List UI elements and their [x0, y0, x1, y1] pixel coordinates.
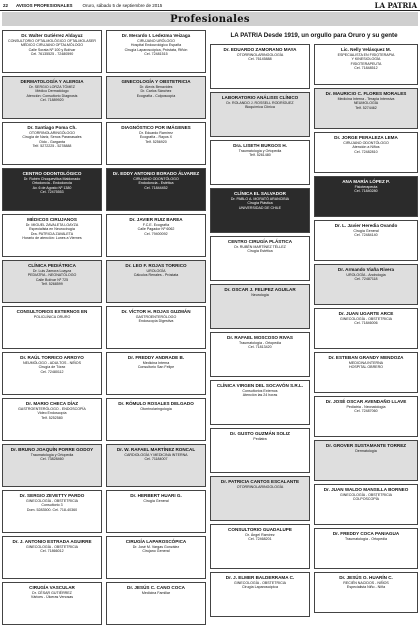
ad-line: Video Endoscopía [37, 411, 67, 416]
ad-line: Dr. PABLO A. MORATÓ ARANCIBIA [230, 196, 290, 201]
professional-ad [106, 122, 206, 165]
professional-ad [2, 168, 102, 211]
professional-ad [2, 398, 102, 441]
ad-line: Neurología [251, 292, 269, 297]
professional-ad [2, 30, 102, 73]
ad-line: Telf. 5261480 [249, 153, 271, 158]
ad-title: Dr. VÍCTOR H. ROJAS GUZMÁN [121, 309, 191, 314]
ad-line: PEDIATRA - NEONATÓLOGO [27, 273, 77, 278]
ad-line: Várices - Úlceras Venosas [30, 595, 74, 600]
professional-ad [106, 582, 206, 625]
ad-title: Dr. J. ELMER BALDERRAMA C. [225, 575, 295, 580]
ad-line: Cirujano General [142, 549, 170, 554]
ad-line: Cel. 72475553 [40, 190, 64, 195]
ad-line: Cel. 76145888 [248, 57, 272, 62]
section-label: AVISOS PROFESIONALES [16, 2, 73, 8]
professional-ad [314, 396, 418, 437]
ad-line: Dr. Rubén Choquevillca Maldonado [23, 176, 81, 181]
ad-line: Dr. Eduardo Ramírez [139, 130, 173, 135]
ad-title: Dr. L. Javier Heredia Ovando [334, 223, 398, 228]
professional-ad [2, 352, 102, 395]
ad-line: Cel. 72484140 [354, 233, 378, 238]
ad-title: Dr. JOSÉ OSCAR AVENDAÑO LLAVE [325, 399, 407, 404]
professional-ad [106, 398, 206, 441]
professional-ad [314, 308, 418, 349]
professional-ad [2, 444, 102, 487]
professional-ad [314, 440, 418, 481]
ad-line: Calle Pagador Nº 6062 [137, 227, 175, 232]
ad-title: Dr. ESTEBAN GRANDY MENDOZA [328, 355, 404, 360]
ad-line: Endoscopía Digestiva [138, 319, 174, 324]
ad-title: Dr. Walter Gutiérrez Aldayuz [21, 33, 83, 38]
professional-ad [2, 260, 102, 303]
ad-line: Medicina Interna [142, 360, 170, 365]
ad-title: Dra. LISETH BURGOS H. [233, 143, 287, 148]
ad-line: Dr. RUBÉN MARTÍNEZ TÉLLEZ [234, 244, 286, 249]
ad-line: Traumatología y Ortopedia [238, 148, 282, 153]
ad-line: Atención: Consultorio Diagnosis [26, 93, 78, 98]
ad-title: CENTRO ODONTOLÓGICO [22, 171, 82, 176]
professional-ad [314, 352, 418, 393]
professional-ad [2, 214, 102, 257]
professional-ad [106, 536, 206, 579]
professional-ad [2, 490, 102, 533]
professional-ad [106, 444, 206, 487]
ad-line: Traumatología - Ortopedia [238, 340, 281, 345]
ad-line: Consultorio 3 [41, 503, 63, 508]
ad-title: Dr. EDDY ANTONIO BORADO ÁLVAREZ [112, 171, 200, 176]
ad-line: Dr. José M. Vargas González [132, 544, 180, 549]
professional-ad [210, 332, 310, 377]
ad-title: Dr. JAVIER RUIZ BAREA [129, 217, 183, 222]
professional-ad [210, 572, 310, 617]
ad-line: Consultorios Externos [242, 388, 278, 393]
ad-title: DIAGNÓSTICO POR IMÁGENES [121, 125, 191, 130]
ad-line: NEUMOLOGÍA [353, 101, 379, 106]
ad-line: Cirugía Estética [247, 249, 273, 254]
page-topbar [0, 0, 420, 11]
ad-line: Av. 6 de Agosto Nº 1380 [32, 185, 72, 190]
ad-title: Dr. SERGIO ZEVETTY PARDO [19, 493, 85, 498]
ad-title: Dr. Santiago Poma Ch. [27, 125, 77, 130]
ad-line: MEDICINA INTERNA [348, 360, 384, 365]
ad-title: Lic. Nelly Velásquez M. [340, 47, 392, 52]
ad-title: Dr. HERBERT HUARI G. [130, 493, 182, 498]
professional-ad [314, 176, 418, 217]
ad-line: Dr. Alexis Benavides [139, 84, 173, 89]
ad-line: OTORRINOLARINGOLOGÍA [236, 52, 284, 57]
ad-title: Dr. EDUARDO ZAMORANO MAYA [223, 47, 297, 52]
ad-line: GASTROENTERÓLOGO [135, 314, 177, 319]
ad-line: Cirugía de Tórax [38, 365, 66, 370]
ad-line: Cirugía Laparoscópica [242, 585, 278, 590]
column-2 [106, 30, 206, 628]
professional-ad [210, 140, 310, 185]
ad-title: Dr. JESÚS O. HUARÍN C. [339, 575, 393, 580]
ad-line: Cirugía de Nariz, Senos Paranasales [22, 135, 82, 140]
column-1 [2, 30, 102, 628]
professional-ad [314, 88, 418, 129]
ad-line: ESPECIALISTA EN FISIOTERAPIA [337, 52, 395, 57]
professional-ad [210, 476, 310, 521]
ad-line: Cel. 71846006 [354, 321, 378, 326]
ad-title: Dr. PATRICIA CANTOS ESCALANTE [220, 479, 300, 484]
ad-title: Dr. OSCAR J. FELIPEZ AGUILAR [224, 287, 296, 292]
ad-title: Dr. FREDDY ANDRADE B. [127, 355, 185, 360]
ad-line: FISIOTERAPEUTA [350, 61, 382, 66]
ad-line: Atención las 24 horas [242, 393, 278, 398]
ad-title: Dr. J. ANTONIO ESTRADA AGUIRRE [12, 539, 92, 544]
ad-line: GINECOLOGÍA - OBSTETRICIA [25, 498, 79, 503]
ad-line: Cel. 72482810 [354, 149, 378, 154]
ad-title: Dr. GROVER SUSTAMANTE TORREZ [325, 443, 407, 448]
ad-title: Dr. BRUNO JOAQUÍN PORRE GODOY [10, 447, 94, 452]
ad-line: Cálculos Renales - Próstata [133, 273, 179, 278]
ad-line: Cirugía General [353, 228, 379, 233]
professional-ad [106, 352, 206, 395]
ad-line: Cel. 72468201 [248, 537, 272, 542]
professional-ad [314, 132, 418, 173]
ad-title: CENTRO CIRUGÍA PLÁSTICA [227, 239, 293, 244]
ad-title: Dr. RAFAEL MOSCOSO RIVAS [227, 335, 293, 340]
ad-title: Dr. JESÚS C. CANO COCA [127, 585, 185, 590]
professional-ad [106, 76, 206, 119]
ad-title: DERMATOLOGÍA Y ALERGIA [20, 79, 84, 84]
ad-line: Cel. 76135525 - 72480590 [30, 52, 74, 57]
ad-line: Atención a Niños [352, 145, 380, 150]
professional-ad [210, 44, 310, 89]
ad-line: Cel. 72487118 [354, 277, 378, 282]
professional-ad [210, 236, 310, 281]
ad-line: Endodoncia - Estética [138, 181, 174, 186]
professional-ad [314, 44, 418, 85]
ad-title: Dr. RÓMULO ROSALES DELGADO [118, 401, 194, 406]
professional-ad [106, 260, 206, 303]
ad-title: Dr. RAÚL TORRICO ARROYO [20, 355, 84, 360]
ad-line: Cel. 71848512 [354, 66, 378, 71]
ad-title: CONSULTORIOS EXTERNOS EN [16, 309, 88, 314]
professional-ad [210, 524, 310, 569]
ad-line: Ecografía - Colposcopía [136, 93, 176, 98]
ad-title: MÉDICOS CIRUJANOS [27, 217, 77, 222]
professional-ad [314, 484, 418, 525]
ad-line: GINECOLOGÍA - OBSTETRICIA [233, 580, 287, 585]
ad-line: Cel. 72487060 [354, 409, 378, 414]
ad-line: Otorrinolaringología [140, 406, 172, 411]
ad-line: Dr. SERGIO LORZA TÓMEZ [29, 84, 75, 89]
ad-line: COLPOSCOPÍA [352, 497, 380, 502]
ad-title: ANA MARÍA LÓPEZ P. [342, 179, 390, 184]
ad-line: Telf. 5272225 - 5278888 [32, 144, 72, 149]
ad-title: CLÍNICA EL SALVADOR [234, 191, 286, 196]
ad-line: Dr. Luis Zamora Loayza [32, 268, 72, 273]
ad-line: Dra. PATRICIA ZAVALETA [30, 231, 74, 236]
column-3 [210, 44, 310, 628]
ad-title: GINECOLOGÍA Y OBSTETRICIA [121, 79, 191, 84]
ad-title: Dr. FREDDY COCA PANIAGUA [332, 531, 400, 536]
ad-title: LABORATORIO ANÁLISIS CLÍNICO [221, 95, 299, 100]
ad-line: Dom. 5283500. Cel. 718-40360 [26, 507, 78, 512]
ad-line: Ecografía - Rayos X [139, 135, 173, 140]
ad-line: Ortodoncia - Endodoncia [32, 181, 72, 186]
ad-line: Medicina Familiar [141, 590, 171, 595]
ad-line: Cel. 71840280 [354, 189, 378, 194]
ad-line: GASTROENTERÓLOGO - ENDOSCOPÍA [18, 406, 86, 411]
ad-line: Consultorio San Felipe [137, 365, 175, 370]
section-header [2, 12, 418, 26]
ad-line: Dr. ROLANDO J. ROSSELL RODRÍGUEZ [226, 100, 294, 105]
ad-title: Dr. Merardo I. Ledezma Veizaga [121, 33, 191, 38]
column-4 [314, 44, 418, 628]
ad-line: Bioquímica Clínica [245, 105, 275, 110]
ad-line: Calle Bolívar Nº 725 [35, 277, 69, 282]
professional-ad [314, 528, 418, 569]
ad-line: CIRUJANO ODONTÓLOGO [343, 140, 389, 145]
ad-line: Calle Sorata Nº 100 y Bolívar [28, 47, 76, 52]
ad-line: Pediatría - Neonatología [346, 404, 386, 409]
professional-ad [106, 490, 206, 533]
ad-line: Cel. 71866012 [40, 549, 64, 554]
ad-title: Dr. JUAN UGARTE ARCE [338, 311, 394, 316]
professional-ad [106, 214, 206, 257]
ad-line: Cirugía General [143, 498, 169, 503]
ad-line: UROLOGÍA [146, 268, 166, 273]
ad-line: MÉDICO CIRUJANO OFTALMÓLOGO [20, 43, 84, 48]
ad-line: Medicina Interna - Terapia Intensiva [337, 96, 395, 101]
ad-line: Cel. 71813420 [248, 345, 272, 350]
ad-line: Cel. 71184007 [144, 457, 168, 462]
ad-line: Telf. 5268599 [41, 282, 63, 287]
professional-ad [210, 428, 310, 473]
issue-date: Oruro, sábado 5 de septiembre de 2015 [82, 2, 163, 8]
ad-line: Telf. 5256920 [145, 139, 167, 144]
professional-ad [106, 30, 206, 73]
ad-line: HOSPITAL OBRERO [349, 365, 383, 370]
ad-line: CARDIOLOGÍA Y MEDICINA INTERNA [124, 452, 188, 457]
section-title: Profesionales [170, 13, 250, 25]
ad-line: Cirugía Plástica [247, 201, 273, 206]
ad-line: UROLOGÍA - Andrología [346, 272, 386, 277]
ad-line: Dermatología [355, 448, 377, 453]
ad-line: Horario de atención: Lunes a Viernes [22, 236, 82, 241]
ad-line: Pediatra [253, 436, 267, 441]
ad-line: Dr. CÉSAR GUTIÉRREZ [32, 590, 72, 595]
professional-ad [210, 380, 310, 425]
ad-line: Especialista en Neurocirugía [29, 227, 75, 232]
professional-ad [314, 220, 418, 261]
ad-line: Cel. 72481515 [144, 52, 168, 57]
page-number: 22 [3, 2, 9, 8]
ad-title: CLÍNICA PEDIÁTRICA [28, 263, 76, 268]
ad-line: Oído - Garganta [39, 139, 65, 144]
ad-line: Dr. MIGUEL ZAVALETA LOAYZA [25, 222, 79, 227]
professional-ad [2, 582, 102, 625]
ad-line: Médico Dermatólogo [35, 89, 69, 94]
ad-title: CIRUGÍA LAPAROSCÓPICA [125, 539, 187, 544]
ad-title: Dr. MARIO CHECA DÍAZ [25, 401, 79, 406]
ad-line: Especialista Niño - Niña [346, 585, 386, 590]
ad-line: UNIVERSIDAD DE CHILE [238, 205, 282, 210]
ad-line: Cirugía Laparoscópica, Próstata, Riñón [124, 47, 188, 52]
ad-title: CLÍNICA VIRGEN DEL SOCAVÓN S.R.L. [216, 383, 304, 388]
ad-line: Fisioterapeuta [354, 184, 378, 189]
ad-line: OTORRINOLARINGOLOGÍA [236, 484, 284, 489]
newspaper-motto: LA PATRIA Desde 1919, un orgullo para Oruro y su gente [230, 32, 398, 39]
ad-line: RECIÉN NACIDOS - NIÑOS [343, 580, 389, 585]
ad-line: Cel. 73828460 [40, 457, 64, 462]
ad-line: GINECOLOGÍA - OBSTETRICIA [339, 316, 393, 321]
ad-line: Hospital Endourológico España [130, 43, 182, 48]
professional-ad [314, 264, 418, 305]
professional-ad [106, 306, 206, 349]
ad-line: Cel. 71889920 [40, 98, 64, 103]
professional-ad [210, 188, 310, 233]
professional-ad [2, 122, 102, 165]
ad-line: Cel. 71844452 [144, 185, 168, 190]
ad-line: F.C.E. Ecografía [142, 222, 170, 227]
ad-line: Y KINESIOLOGÍA [351, 57, 381, 62]
ad-title: CONSULTORIO GUADALUPE [228, 527, 292, 532]
ad-line: OTORRINOLARINGÓLOGO [29, 130, 75, 135]
professional-ad [2, 306, 102, 349]
professional-ad [2, 536, 102, 579]
ad-line: Traumatología - Ortopedia [344, 536, 387, 541]
ad-line: Cel. 79400092 [144, 231, 168, 236]
ad-title: Dr. JORGE PERALEZA LEMA [334, 135, 398, 140]
ad-line: GINECOLOGÍA - OBSTETRICIA [25, 544, 79, 549]
ad-title: Dr. W. RAFAEL MARTÍNEZ RONCAL [116, 447, 196, 452]
professional-ad [210, 92, 310, 137]
ad-line: NEUMÓLOGO - ADULTOS - NIÑOS [23, 360, 81, 365]
professional-ad [106, 168, 206, 211]
ad-line: CIRUJANO URÓLOGO [137, 38, 175, 43]
professional-ad [2, 76, 102, 119]
ad-title: Dr. GUSTO GUZMÁN SOLIZ [230, 431, 290, 436]
ad-line: CONSULTORIO OFTALMOLÓGICO OFTALMOLASER [8, 38, 96, 43]
ad-line: GINECOLOGÍA - OBSTETRICIA [339, 492, 393, 497]
ad-line: Cel. 72480112 [40, 369, 64, 374]
ad-title: Dr. JUAN WALDO MANSILLA BORNEO [323, 487, 409, 492]
ad-title: Dr. LEO F. ROJAS TORRICO [125, 263, 187, 268]
ad-line: Telf. 5252580 [41, 415, 63, 420]
ad-title: Dr. Armando Viaña Rivera [337, 267, 395, 272]
newspaper-brand: LA PATRIA [374, 0, 417, 10]
ad-title: Dr. MAURICIO C. FLORES MORALES [325, 91, 407, 96]
ad-line: POLICLÍNICA ORURO [33, 314, 71, 319]
ad-line: CIRUJANO ODONTÓLOGO [133, 176, 179, 181]
ad-line: Dr. Carlos Sánchez [140, 89, 172, 94]
professional-ad [210, 284, 310, 329]
ad-title: CIRUGÍA VASCULAR [29, 585, 75, 590]
professional-ad [314, 572, 418, 613]
ad-line: Traumatología y Ortopedia [30, 452, 74, 457]
ad-line: Dr. Ángel Ramírez [245, 532, 275, 537]
ad-line: Telf. 5274462 [355, 105, 377, 110]
